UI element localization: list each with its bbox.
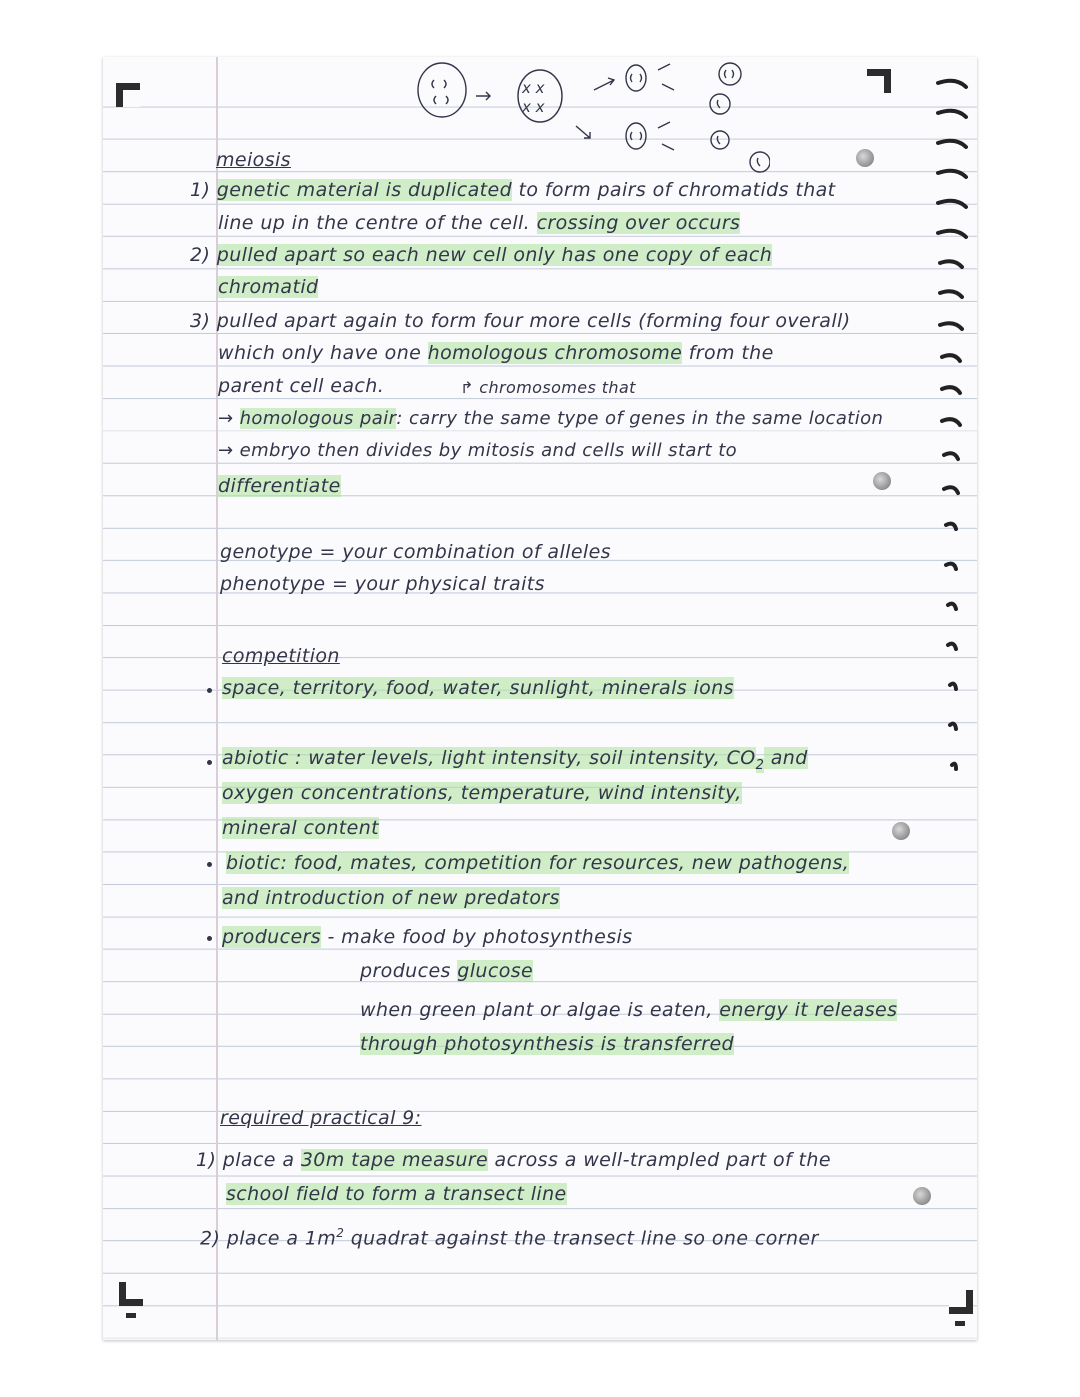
daughter-cell-circle bbox=[626, 123, 646, 149]
biotic-factors-line-2: and introduction of new predators bbox=[222, 887, 560, 909]
sketch-label-xx-top: x x bbox=[522, 79, 545, 97]
arrow-annotation: ↱ chromosomes that bbox=[460, 378, 636, 397]
arrow-icon bbox=[576, 126, 590, 138]
practical-step-1-line-2: school field to form a transect line bbox=[226, 1183, 567, 1205]
corner-tick bbox=[955, 1321, 965, 1326]
punch-hole bbox=[873, 472, 891, 490]
punch-hole bbox=[892, 822, 910, 840]
abiotic-factors-line-2: oxygen concentrations, temperature, wind intensity, bbox=[222, 782, 742, 804]
meiosis-heading: meiosis bbox=[216, 149, 291, 171]
bullet bbox=[207, 760, 212, 765]
punch-hole bbox=[856, 149, 874, 167]
corner-marker-top-left bbox=[116, 83, 140, 107]
embryo-note-line-2: differentiate bbox=[218, 475, 341, 497]
corner-marker-bottom-right bbox=[949, 1290, 973, 1314]
spiral-coils bbox=[928, 75, 978, 815]
corner-tick bbox=[126, 1313, 136, 1318]
gamete-cell-circle bbox=[719, 63, 741, 85]
punch-hole bbox=[913, 1187, 931, 1205]
practical-step-2: 2) place a $1m^2$ quadrat against the transect line so one corner bbox=[200, 1226, 819, 1250]
meiosis-step-1-line-2: line up in the centre of the cell. crossing over occurs bbox=[218, 212, 741, 234]
bullet bbox=[207, 936, 212, 941]
meiosis-step-2: 2) pulled apart so each new cell only has one copy of each bbox=[190, 244, 773, 266]
meiosis-step-3: 3) pulled apart again to form four more cells (forming four overall) bbox=[190, 310, 851, 332]
homologous-pair-definition: → homologous pair: carry the same type of genes in the same location bbox=[218, 408, 884, 429]
practical-step-1: 1) place a 30m tape measure across a well-trampled part of the bbox=[196, 1149, 831, 1171]
producers-note: producers - make food by photosynthesis bbox=[222, 926, 633, 948]
arrow-icon bbox=[594, 78, 614, 90]
sketch-label-xx-bottom: x x bbox=[522, 98, 545, 116]
competition-heading: competition bbox=[222, 645, 340, 667]
arrow-icon bbox=[476, 92, 490, 100]
producers-energy-line-2: through photosynthesis is transferred bbox=[360, 1033, 735, 1055]
meiosis-cell-division-sketch bbox=[410, 58, 770, 178]
parent-cell-circle bbox=[418, 63, 466, 117]
practical-heading: required practical 9: bbox=[220, 1107, 422, 1129]
meiosis-step-2-line-2: chromatid bbox=[218, 276, 319, 298]
gamete-cell-circle bbox=[710, 94, 730, 114]
biotic-factors: biotic: food, mates, competition for resources, new pathogens, bbox=[226, 852, 850, 874]
abiotic-factors-line-3: mineral content bbox=[222, 817, 380, 839]
gamete-cell-circle bbox=[711, 131, 729, 149]
meiosis-step-3-line-3: parent cell each. bbox=[218, 375, 385, 397]
meiosis-step-3-line-2: which only have one homologous chromosome from the bbox=[218, 342, 774, 364]
corner-marker-bottom-left bbox=[119, 1282, 143, 1306]
bullet bbox=[207, 688, 212, 693]
producers-glucose: produces glucose bbox=[360, 960, 534, 982]
spiral-binding bbox=[928, 75, 978, 815]
genotype-definition: genotype = your combination of alleles bbox=[220, 541, 611, 563]
arrow-icon bbox=[658, 64, 674, 150]
bullet bbox=[207, 862, 212, 867]
producers-energy: when green plant or algae is eaten, energy it releases bbox=[360, 999, 898, 1021]
meiosis-step-1: 1) genetic material is duplicated to form pairs of chromatids that bbox=[190, 179, 836, 201]
chromosome-marks bbox=[432, 80, 448, 104]
competition-resources: space, territory, food, water, sunlight, minerals ions bbox=[222, 677, 734, 699]
phenotype-definition: phenotype = your physical traits bbox=[220, 573, 545, 595]
abiotic-factors: abiotic : water levels, light intensity, soil intensity, $CO_2$ and bbox=[222, 747, 808, 773]
gamete-cell-circle bbox=[750, 152, 770, 172]
daughter-cell-circle bbox=[626, 65, 646, 91]
embryo-note: → embryo then divides by mitosis and cells will start to bbox=[218, 440, 738, 461]
corner-marker-top-right bbox=[867, 69, 891, 93]
